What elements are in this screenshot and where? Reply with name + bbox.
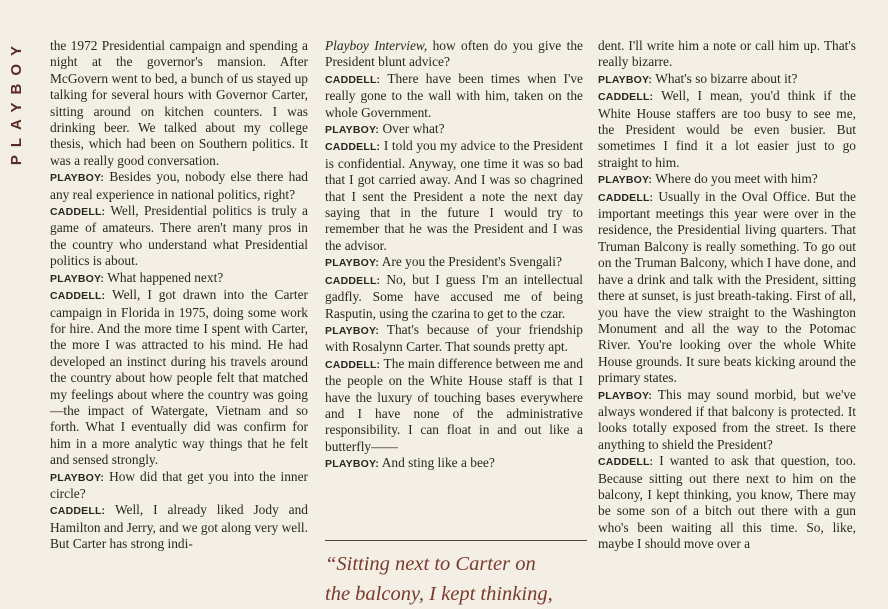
speaker-label: PLAYBOY:	[598, 73, 653, 86]
paragraph	[598, 38, 856, 71]
paragraph	[598, 387, 856, 454]
paragraph-text: How did that get you into the inner circle?	[50, 468, 308, 501]
speaker-label: PLAYBOY:	[325, 124, 380, 137]
paragraph-text: The main difference between me and the people on the White House staff is that I have the luxury of touching bases everywhere and I have none of the administrative responsibility. I can float in and out like a butterfly——	[325, 355, 584, 454]
paragraph-text: the 1972 Presidential campaign and spending a night at the governor's mansion. After McGovern went to bed, a bunch of us stayed up talking for several hours with Governor Carter, sitting around on kitchen counters. I was drinking beer. We talked about my college thesis, which had been on Southern politics. It was a really good conversation.	[50, 38, 308, 168]
paragraph-text: And sting like a bee?	[381, 455, 495, 471]
speaker-label: PLAYBOY:	[325, 324, 380, 337]
paragraph-text: I told you my advice to the President is confidential. Anyway, one time it was so bad that I got carried away. And I was so chagrined that I sent the President a note the next day saying that in the future I would try to remember that he was the President and I was the advisor.	[325, 138, 583, 253]
speaker-label: CADDELL:	[598, 456, 654, 469]
paragraph	[325, 322, 583, 356]
paragraph	[50, 270, 308, 287]
speaker-label: CADDELL:	[325, 274, 381, 287]
paragraph-text: This may sound morbid, but we've always wondered if that balcony is protected. It looks totally exposed from the street. Is there anything to shield the President?	[598, 386, 856, 452]
paragraph	[325, 121, 583, 138]
paragraph	[325, 272, 583, 322]
speaker-label: CADDELL:	[598, 191, 654, 204]
italic-title: Playboy Interview,	[325, 38, 428, 53]
speaker-label: PLAYBOY:	[50, 272, 105, 285]
paragraph-text: Where do you meet with him?	[655, 171, 818, 187]
paragraph	[598, 88, 856, 171]
paragraph-text: Are you the President's Svengali?	[381, 254, 562, 270]
speaker-label: CADDELL:	[50, 290, 106, 303]
paragraph-text: What happened next?	[107, 269, 224, 285]
paragraph	[325, 38, 583, 71]
paragraph	[598, 189, 856, 387]
magazine-masthead: PLAYBOY	[8, 38, 25, 166]
paragraph	[50, 502, 308, 552]
pull-quote-line: the balcony, I kept thinking,	[325, 583, 553, 605]
paragraph	[50, 287, 308, 468]
speaker-label: CADDELL:	[325, 358, 381, 371]
speaker-label: PLAYBOY:	[598, 389, 653, 402]
pull-quote	[325, 540, 587, 609]
paragraph-text: No, but I guess I'm an intellectual gadfly. Some have accused me of being Rasputin, using the czarina to get to the czar.	[325, 271, 583, 321]
paragraph	[325, 455, 583, 472]
paragraph-text: What's so bizarre about it?	[655, 70, 798, 86]
paragraph	[50, 469, 308, 503]
speaker-label: CADDELL:	[325, 73, 381, 86]
paragraph	[598, 71, 856, 88]
paragraph-text: That's because of your friendship with Rosalynn Carter. That sounds pretty apt.	[325, 321, 583, 355]
paragraph-text: Well, I got drawn into the Carter campaign in Florida in 1975, doing some work for hire. And the more time I spent with Carter, the more I was attracted to his mind. He had developed an instinct during his travels around the country about how people felt that matched my feelings about where the country was going—the impact of Watergate, Vietnam and so forth. What I eventually did was confirm for him in a more analytic way things that he felt and sensed strongly.	[50, 287, 308, 468]
paragraph-text: dent. I'll write him a note or call him up. That's really bizarre.	[598, 38, 856, 70]
speaker-label: PLAYBOY:	[50, 172, 105, 185]
paragraph	[50, 38, 308, 169]
speaker-label: CADDELL:	[50, 206, 106, 219]
paragraph-text: I wanted to ask that question, too. Because sitting out there next to him on the balcony, I kept thinking, you know, There may be some son of a bitch out there with a gun who's been waiting all this time. So, like, maybe I should move over a	[598, 453, 856, 552]
paragraph-text: Over what?	[382, 121, 445, 137]
paragraph-text: Usually in the Oval Office. But the important meetings this year were over in the residence, the Presidential living quarters. That Truman Balcony is really something. To go out on the Truman Balcony, which I have done, and have a drink and talk with the President, sitting there at sunset, is just breath-taking. First of all, you have the view straight to the Washington Monument and all the way to the Potomac River. You're looking over the whole White House grounds. It sure beats kicking around the primary states.	[598, 188, 856, 386]
speaker-label: CADDELL:	[50, 505, 106, 518]
column-3	[598, 38, 856, 553]
paragraph-text: Well, I mean, you'd think if the White House staffers are too busy to see me, the President would be even busier. But sometimes I find it a lot easier just to go straight to him.	[598, 88, 857, 170]
paragraph	[325, 138, 583, 254]
speaker-label: CADDELL:	[325, 141, 381, 154]
paragraph-text: Well, I already liked Jody and Hamilton and Jerry, and we got along very well. But Carter has strong indi-	[50, 502, 308, 552]
column-2	[325, 38, 583, 473]
pull-quote-line: “Sitting next to Carter on	[325, 553, 536, 575]
paragraph	[598, 171, 856, 188]
column-1	[50, 38, 308, 553]
paragraph-text: Well, Presidential politics is truly a game of amateurs. There aren't many pros in the country who understand what Presidential politics is about.	[50, 203, 308, 269]
speaker-label: PLAYBOY:	[325, 257, 380, 270]
paragraph	[325, 71, 583, 121]
paragraph-text: There have been times when I've really gone to the wall with him, taken on the whole Government.	[325, 70, 584, 120]
speaker-label: CADDELL:	[598, 91, 654, 104]
paragraph-text: how often do you give the President blunt advice?	[325, 38, 583, 70]
speaker-label: PLAYBOY:	[598, 174, 653, 187]
speaker-label: PLAYBOY:	[325, 458, 380, 471]
speaker-label: PLAYBOY:	[50, 471, 105, 484]
paragraph-text: Besides you, nobody else there had any real experience in national politics, right?	[50, 169, 308, 202]
paragraph	[598, 453, 856, 552]
paragraph	[50, 169, 308, 203]
paragraph	[50, 203, 308, 270]
paragraph	[325, 356, 583, 455]
paragraph	[325, 254, 583, 271]
